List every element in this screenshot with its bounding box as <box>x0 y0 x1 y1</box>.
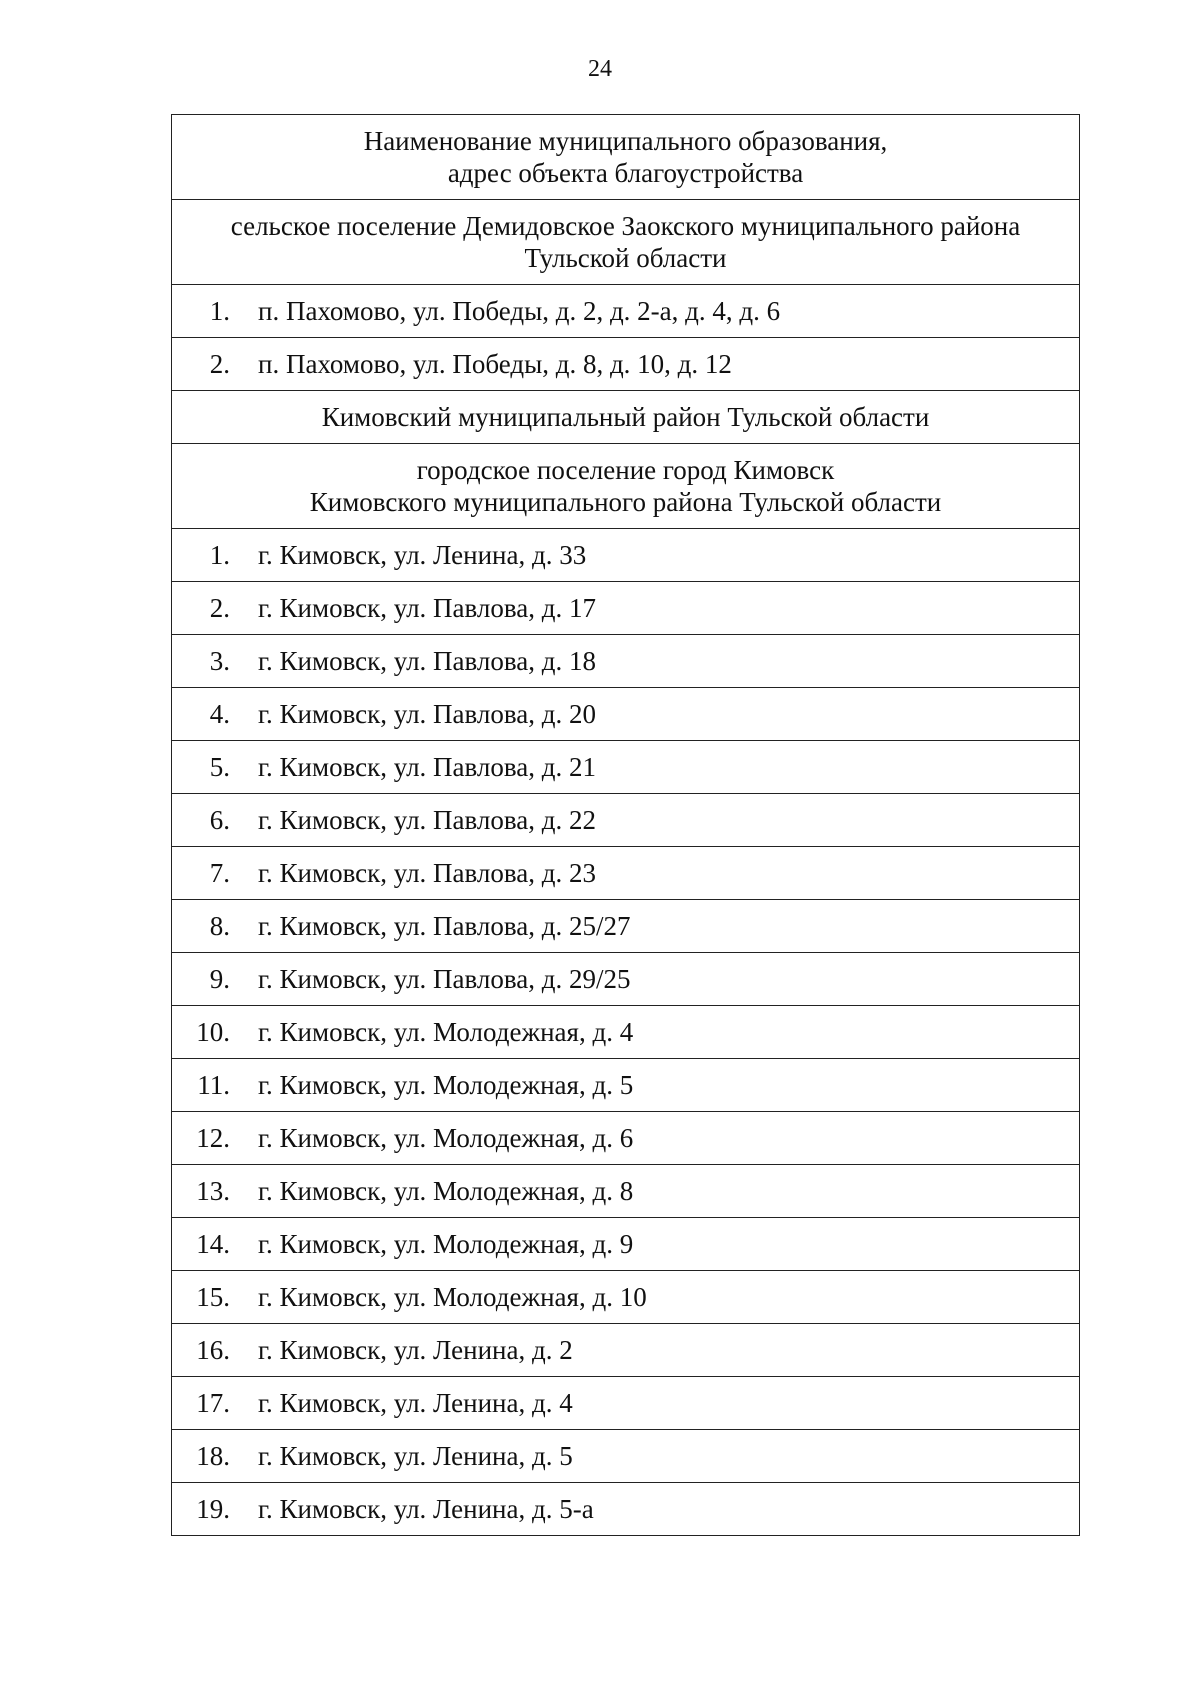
address-cell <box>172 1218 1080 1271</box>
section-title-line: Кимовского муниципального района Тульской области <box>309 487 942 517</box>
address-cell <box>172 1165 1080 1218</box>
section-title-line: городское поселение город Кимовск <box>416 455 835 485</box>
item-number: 1. <box>209 539 230 570</box>
table-row <box>172 1059 1080 1112</box>
address-cell <box>172 1483 1080 1536</box>
address-cell <box>172 1059 1080 1112</box>
address-cell <box>172 741 1080 794</box>
section-title <box>172 200 1080 285</box>
table-header <box>172 115 1080 200</box>
section-title <box>172 391 1080 444</box>
item-address: г. Кимовск, ул. Павлова, д. 25/27 <box>258 910 631 941</box>
table-row <box>172 741 1080 794</box>
table-row <box>172 582 1080 635</box>
table-row <box>172 1112 1080 1165</box>
item-number: 6. <box>209 804 230 835</box>
item-address: г. Кимовск, ул. Павлова, д. 17 <box>258 592 597 623</box>
item-number: 12. <box>196 1122 230 1153</box>
item-address: г. Кимовск, ул. Молодежная, д. 8 <box>258 1175 634 1206</box>
section-title-line: сельское поселение Демидовское Заокского муниципального района <box>230 211 1021 241</box>
address-cell <box>172 1324 1080 1377</box>
item-address: г. Кимовск, ул. Ленина, д. 4 <box>258 1387 573 1418</box>
item-address: г. Кимовск, ул. Ленина, д. 5 <box>258 1440 573 1471</box>
item-number: 2. <box>209 348 230 379</box>
address-cell <box>172 794 1080 847</box>
item-address: г. Кимовск, ул. Павлова, д. 22 <box>258 804 597 835</box>
table-row <box>172 635 1080 688</box>
address-cell <box>172 1271 1080 1324</box>
table-row <box>172 1006 1080 1059</box>
table-row <box>172 1430 1080 1483</box>
address-cell <box>172 635 1080 688</box>
section-title-line: Кимовский муниципальный район Тульской области <box>321 401 930 432</box>
item-address: г. Кимовск, ул. Молодежная, д. 9 <box>258 1228 634 1259</box>
section-header-row <box>172 391 1080 444</box>
item-address: г. Кимовск, ул. Ленина, д. 33 <box>258 539 587 570</box>
table-row <box>172 688 1080 741</box>
address-cell <box>172 688 1080 741</box>
item-number: 17. <box>196 1387 230 1418</box>
item-address: г. Кимовск, ул. Павлова, д. 29/25 <box>258 963 631 994</box>
table-row <box>172 1165 1080 1218</box>
item-number: 10. <box>196 1016 230 1047</box>
page-number: 24 <box>588 56 612 82</box>
item-address: г. Кимовск, ул. Молодежная, д. 4 <box>258 1016 634 1047</box>
item-address: г. Кимовск, ул. Молодежная, д. 5 <box>258 1069 634 1100</box>
item-address: г. Кимовск, ул. Молодежная, д. 6 <box>258 1122 634 1153</box>
table-row <box>172 338 1080 391</box>
table-header-row <box>172 115 1080 200</box>
address-cell <box>172 847 1080 900</box>
item-number: 3. <box>209 645 230 676</box>
item-address: г. Кимовск, ул. Павлова, д. 23 <box>258 857 597 888</box>
address-cell <box>172 285 1080 338</box>
address-cell <box>172 1430 1080 1483</box>
table-row <box>172 1324 1080 1377</box>
item-address: г. Кимовск, ул. Ленина, д. 5-а <box>258 1493 594 1524</box>
header-line: адрес объекта благоустройства <box>447 158 804 188</box>
table-row <box>172 1377 1080 1430</box>
address-cell <box>172 1006 1080 1059</box>
address-cell <box>172 338 1080 391</box>
item-number: 14. <box>196 1228 230 1259</box>
item-address: п. Пахомово, ул. Победы, д. 2, д. 2-а, д. 4, д. 6 <box>258 295 781 326</box>
item-number: 8. <box>209 910 230 941</box>
item-number: 5. <box>209 751 230 782</box>
table-row <box>172 1271 1080 1324</box>
table-row <box>172 1218 1080 1271</box>
item-number: 16. <box>196 1334 230 1365</box>
item-number: 11. <box>197 1069 230 1100</box>
table-row <box>172 847 1080 900</box>
address-cell <box>172 953 1080 1006</box>
section-header-row <box>172 200 1080 285</box>
item-address: п. Пахомово, ул. Победы, д. 8, д. 10, д. 12 <box>258 348 732 379</box>
section-title-line: Тульской области <box>524 243 727 273</box>
item-number: 18. <box>196 1440 230 1471</box>
item-address: г. Кимовск, ул. Павлова, д. 21 <box>258 751 597 782</box>
item-number: 19. <box>196 1493 230 1524</box>
address-table <box>171 114 1080 1536</box>
item-address: г. Кимовск, ул. Ленина, д. 2 <box>258 1334 573 1365</box>
table-row <box>172 794 1080 847</box>
item-number: 7. <box>209 857 230 888</box>
table-row <box>172 285 1080 338</box>
table-row <box>172 529 1080 582</box>
address-cell <box>172 1377 1080 1430</box>
item-address: г. Кимовск, ул. Павлова, д. 18 <box>258 645 597 676</box>
section-title <box>172 444 1080 529</box>
item-address: г. Кимовск, ул. Молодежная, д. 10 <box>258 1281 647 1312</box>
table-row <box>172 953 1080 1006</box>
item-number: 2. <box>209 592 230 623</box>
item-number: 9. <box>209 963 230 994</box>
item-number: 4. <box>209 698 230 729</box>
table-row <box>172 1483 1080 1536</box>
address-cell <box>172 582 1080 635</box>
address-cell <box>172 529 1080 582</box>
table-row <box>172 900 1080 953</box>
item-address: г. Кимовск, ул. Павлова, д. 20 <box>258 698 597 729</box>
header-line: Наименование муниципального образования, <box>363 126 888 156</box>
address-cell <box>172 900 1080 953</box>
item-number: 13. <box>196 1175 230 1206</box>
address-cell <box>172 1112 1080 1165</box>
item-number: 1. <box>209 295 230 326</box>
item-number: 15. <box>196 1281 230 1312</box>
section-header-row <box>172 444 1080 529</box>
